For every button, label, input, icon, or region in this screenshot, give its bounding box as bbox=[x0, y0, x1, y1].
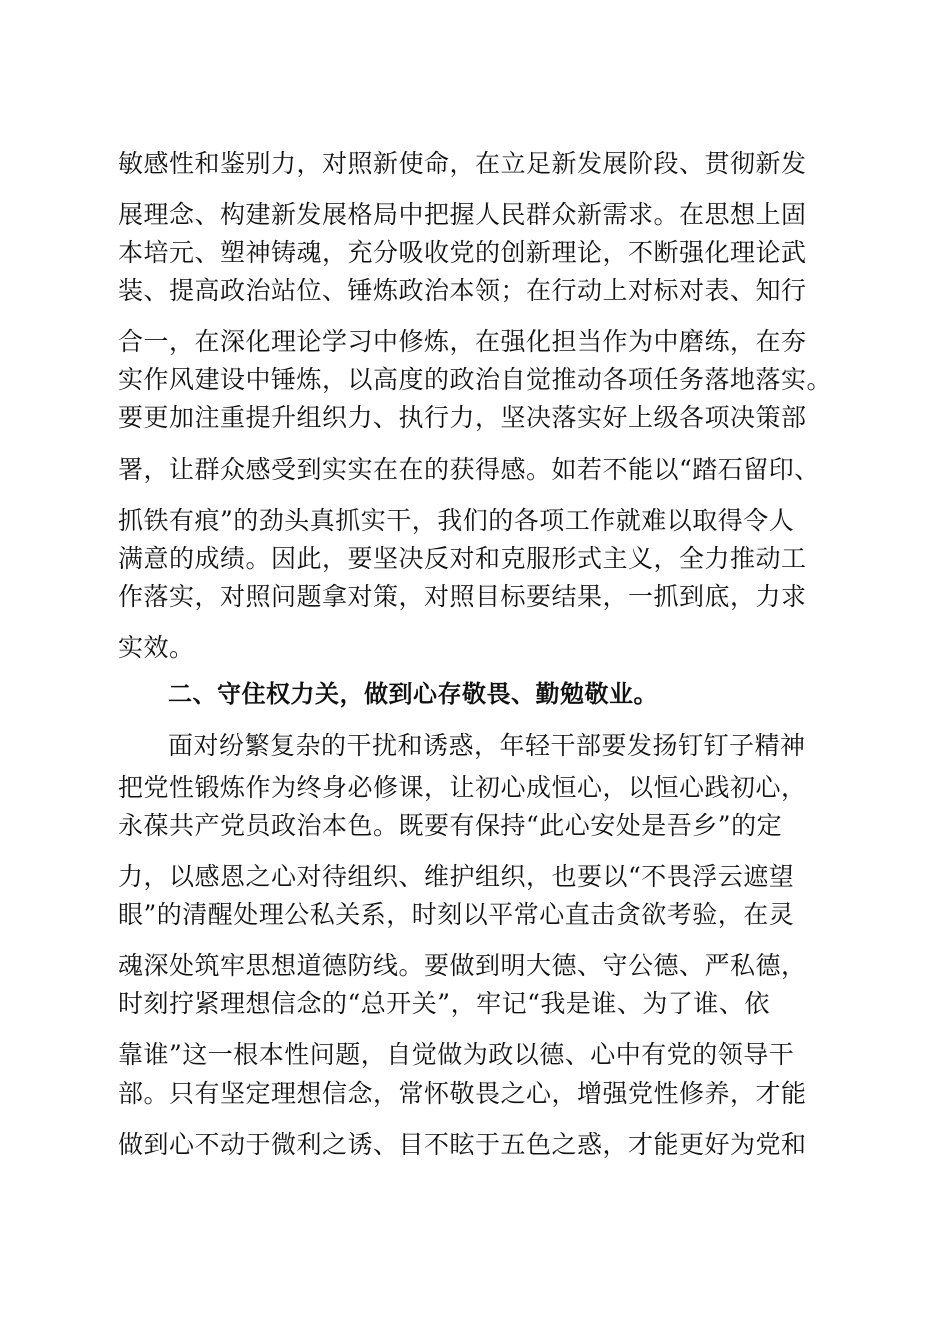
body-text-line: 展理念、构建新发展格局中把握人民群众新需求。在思想上固 bbox=[118, 200, 807, 229]
body-text-line: 眼”的清醒处理公私关系，时刻以平常心直击贪欲考验，在灵 bbox=[118, 900, 795, 929]
body-text-line: 装、提高政治站位、锤炼政治本领；在行动上对标对表、知行 bbox=[118, 276, 807, 305]
body-text-line: 靠谁”这一根本性问题，自觉做为政以德、心中有党的领导干 bbox=[118, 1040, 795, 1069]
body-text-line: 敏感性和鉴别力，对照新使命，在立足新发展阶段、贯彻新发 bbox=[118, 149, 807, 178]
body-text-line: 时刻拧紧理想信念的“总开关”，牢记“我是谁、为了谁、依 bbox=[118, 989, 770, 1018]
body-text-line: 面对纷繁复杂的干扰和诱惑，年轻干部要发扬钉钉子精神 bbox=[168, 731, 806, 760]
body-text-line: 做到心不动于微利之诱、目不眩于五色之惑，才能更好为党和 bbox=[118, 1130, 807, 1159]
body-text-line: 永葆共产党员政治本色。既要有保持“此心安处是吾乡”的定 bbox=[118, 811, 783, 840]
body-text-line: 部。只有坚定理想信念，常怀敬畏之心，增强党性修养，才能 bbox=[118, 1079, 807, 1108]
section-heading: 二、守住权力关，做到心存敬畏、勤勉敬业。 bbox=[168, 680, 658, 708]
body-text-line: 实效。 bbox=[118, 633, 195, 662]
body-text-line: 合一，在深化理论学习中修炼，在强化担当作为中磨练，在夯 bbox=[118, 327, 807, 356]
body-text-line: 署，让群众感受到实实在在的获得感。如若不能以“踏石留印、 bbox=[118, 455, 820, 484]
body-text-line: 魂深处筑牢思想道德防线。要做到明大德、守公德、严私德， bbox=[118, 951, 807, 980]
body-text-line: 实作风建设中锤炼，以高度的政治自觉推动各项任务落地落实。 bbox=[118, 365, 833, 394]
body-text-line: 抓铁有痕”的劲头真抓实干，我们的各项工作就难以取得令人 bbox=[118, 506, 795, 535]
body-text-line: 本培元、塑神铸魂，充分吸收党的创新理论，不断强化理论武 bbox=[118, 238, 807, 267]
body-text-line: 要更加注重提升组织力、执行力，坚决落实好上级各项决策部 bbox=[118, 403, 807, 432]
body-text-line: 满意的成绩。因此，要坚决反对和克服形式主义，全力推动工 bbox=[118, 544, 807, 573]
body-text-line: 作落实，对照问题拿对策，对照目标要结果，一抓到底，力求 bbox=[118, 582, 807, 611]
body-text-line: 把党性锻炼作为终身必修课，让初心成恒心，以恒心践初心， bbox=[118, 773, 807, 802]
body-text-line: 力，以感恩之心对待组织、维护组织，也要以“不畏浮云遮望 bbox=[118, 862, 795, 891]
